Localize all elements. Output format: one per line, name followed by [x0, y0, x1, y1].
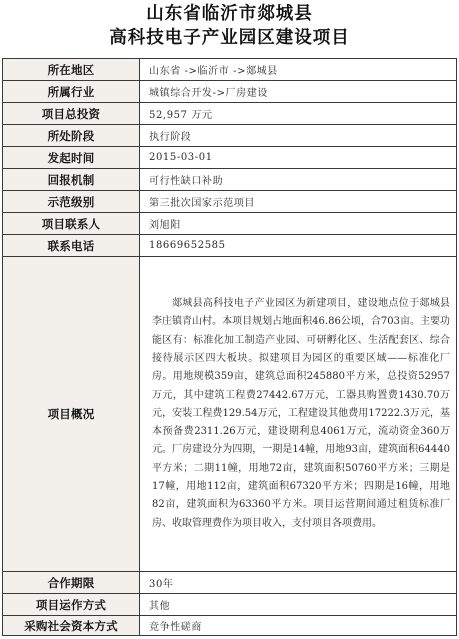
value-procurement: 竞争性磋商	[140, 616, 457, 636]
label-overview: 项目概况	[3, 257, 140, 572]
label-launch-date: 发起时间	[3, 147, 140, 169]
value-investment: 52,957 万元	[140, 103, 457, 125]
table-row-procurement	[3, 616, 457, 636]
value-term: 30年	[140, 572, 457, 594]
value-overview-cell	[140, 257, 457, 572]
value-return-mechanism: 可行性缺口补助	[140, 169, 457, 191]
label-industry: 所属行业	[3, 81, 140, 103]
table-row-investment	[3, 103, 457, 125]
label-term: 合作期限	[3, 572, 140, 594]
title-line-1: 山东省临沂市郯城县	[146, 4, 313, 24]
label-procurement: 采购社会资本方式	[3, 616, 140, 636]
value-industry: 城镇综合开发->厂房建设	[140, 81, 457, 103]
table-row-return-mechanism	[3, 169, 457, 191]
table-row-stage	[3, 125, 457, 147]
label-phone: 联系电话	[3, 235, 140, 257]
table-row-operation-mode	[3, 594, 457, 616]
table-row-term	[3, 572, 457, 594]
project-info-table	[2, 58, 457, 636]
label-stage: 所处阶段	[3, 125, 140, 147]
value-contact: 刘旭阳	[140, 213, 457, 235]
value-stage: 执行阶段	[140, 125, 457, 147]
table-row-contact	[3, 213, 457, 235]
overview-text: 郯城县高科技电子产业园区为新建项目，建设地点位于郯城县李庄镇青山村。本项目规划占地面积46.86公顷，合703亩。主要功能区有：标准化加工制造产业园、可研孵化区、生活配套区、综合接待展示区四大板块。拟建项目为园区的重要区域——标准化厂房。用地规模359亩，建筑总面积245880平方米，总投资52957万元，其中建筑工程费27442.67万元，工器具购置费1430.70万元，安装工程费129.54万元，工程建设其他费用17222.3万元，基本预备费2311.26万元，建设期利息4061万元，流动资金360万元。厂房建设分为四期，一期是14幢，用地93亩，建筑面积64440平方米；二期11幢，用地72亩，建筑面积50760平方米；三期是17幢，用地112亩，建筑面积67320平方米；四期是16幢，用地82亩，建筑面积为63360平方米。项目运营期间通过租赁标准厂房、收取管理费作为项目收入，支付项目各项费用。	[152, 298, 450, 529]
table-row-phone	[3, 235, 457, 257]
table-row-demo-level	[3, 191, 457, 213]
table-row-region	[3, 59, 457, 81]
table-row-industry	[3, 81, 457, 103]
label-demo-level: 示范级别	[3, 191, 140, 213]
value-demo-level: 第三批次国家示范项目	[140, 191, 457, 213]
label-contact: 项目联系人	[3, 213, 140, 235]
table-row-overview	[3, 257, 457, 572]
document-title	[0, 2, 459, 50]
label-return-mechanism: 回报机制	[3, 169, 140, 191]
label-operation-mode: 项目运作方式	[3, 594, 140, 616]
label-investment: 项目总投资	[3, 103, 140, 125]
label-region: 所在地区	[3, 59, 140, 81]
table-row-launch-date	[3, 147, 457, 169]
value-launch-date: 2015-03-01	[140, 147, 457, 169]
value-phone: 18669652585	[140, 235, 457, 257]
value-operation-mode: 其他	[140, 594, 457, 616]
value-region: 山东省 ->临沂市 ->郯城县	[140, 59, 457, 81]
title-line-2: 高科技电子产业园区建设项目	[109, 28, 350, 48]
